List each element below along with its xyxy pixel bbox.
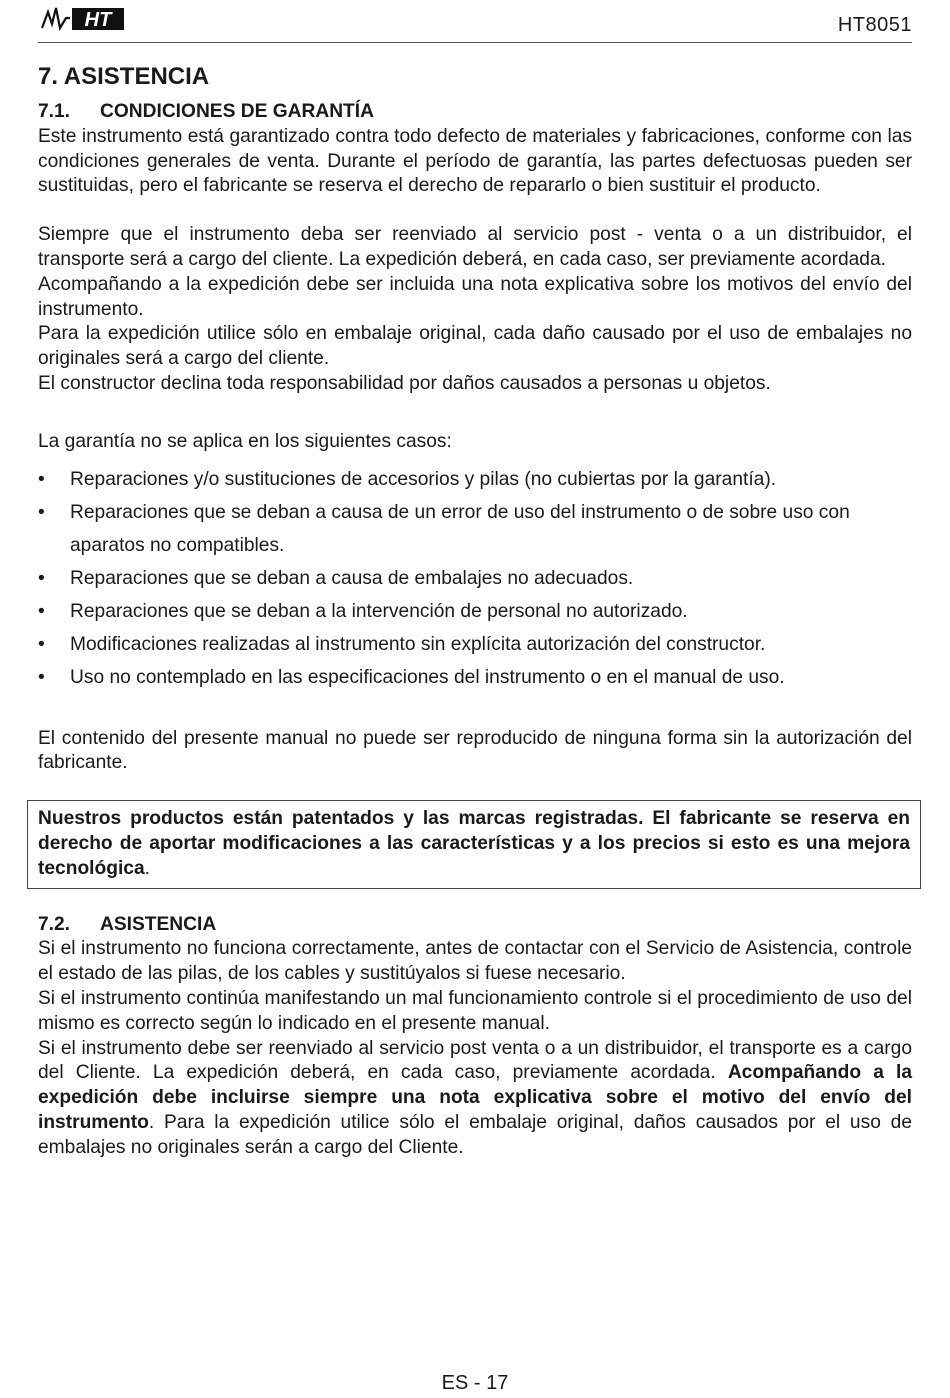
list-item: • Reparaciones que se deban a la intervención de personal no autorizado.	[38, 595, 912, 628]
subsection-title: ASISTENCIA	[100, 913, 217, 935]
warranty-paragraph-3: Acompañando a la expedición debe ser incluida una nota explicativa sobre los motivos del envío del instrumento.	[38, 273, 912, 320]
assistance-paragraph-3: Si el instrumento debe ser reenviado al servicio post venta o a un distribuidor, el transporte es a cargo del Cliente. La expedición deberá, en cada caso, previamente acordada. Acompañando a la expedición debe incluirse siempre una nota explicativa sobre el motivo del envío del instrumento. Para la expedición utilice sólo el embalaje original, daños causados por el uso de embalajes no originales serán a cargo del Cliente.	[38, 1037, 912, 1158]
section-title: 7. ASISTENCIA	[38, 63, 210, 90]
assistance-paragraph-2: Si el instrumento continúa manifestando un mal funcionamiento controle si el procedimiento de uso del mismo es correcto según lo indicado en el presente manual.	[38, 987, 912, 1034]
warranty-paragraph-2: Siempre que el instrumento deba ser reenviado al servicio post - venta o a un distribuidor, el transporte será a cargo del cliente. La expedición deberá, en cada caso, ser previamente acordada.	[38, 224, 912, 270]
list-item: • Reparaciones que se deban a causa de embalajes no adecuados.	[38, 562, 912, 595]
warranty-paragraph-1: Este instrumento está garantizado contra todo defecto de materiales y fabricaciones, conforme con las condiciones generales de venta. Durante el período de garantía, las partes defectuosas pueden ser sustituidas, pero el fabricante se reserva el derecho de repararlo o bien sustituir el producto.	[38, 125, 912, 197]
model-number: HT8051	[837, 14, 912, 36]
page-header	[38, 0, 912, 43]
subsection-title: CONDICIONES DE GARANTÍA	[100, 101, 374, 122]
exclusions-list	[38, 463, 912, 694]
subsection-7-1-heading	[38, 100, 912, 125]
list-item: • Uso no contemplado en las especificaciones del instrumento o en el manual de uso.	[38, 661, 912, 694]
assistance-paragraph-1: Si el instrumento no funciona correctamente, antes de contactar con el Servicio de Asistencia, controle el estado de las pilas, de los cables y sustitúyalos si fuese necesario.	[38, 938, 912, 985]
subsection-number: 7.2.	[38, 913, 71, 935]
bullet-icon: •	[38, 501, 45, 523]
page-content	[38, 62, 912, 1161]
subsection-number: 7.1.	[38, 101, 71, 122]
patent-notice-box: Nuestros productos están patentados y las marcas registradas. El fabricante se reserva en derecho de aportar modificaciones a las características y a los precios si esto es una mejora tecnológica.	[27, 800, 921, 888]
exclusions-intro: La garantía no se aplica en los siguientes casos:	[38, 430, 452, 452]
bullet-icon: •	[38, 600, 45, 622]
list-item: • Reparaciones que se deban a causa de un error de uso del instrumento o de sobre uso con aparatos no compatibles.	[38, 496, 912, 562]
warranty-paragraph-5: El constructor declina toda responsabilidad por daños causados a personas u objetos.	[38, 372, 771, 394]
bullet-icon: •	[38, 633, 45, 655]
copyright-paragraph: El contenido del presente manual no puede ser reproducido de ninguna forma sin la autorización del fabricante.	[38, 727, 912, 774]
bullet-icon: •	[38, 567, 45, 589]
brand-text: HT	[84, 9, 112, 31]
page-number: ES - 17	[441, 1372, 509, 1394]
warranty-paragraph-4: Para la expedición utilice sólo en embalaje original, cada daño causado por el uso de embalajes no originales será a cargo del cliente.	[38, 323, 912, 370]
patent-notice-text: Nuestros productos están patentados y las marcas registradas. El fabricante se reserva en derecho de aportar modificaciones a las características y a los precios si esto es una mejora tecnológica	[38, 808, 910, 879]
subsection-7-2-heading	[38, 913, 912, 938]
list-item: • Reparaciones y/o sustituciones de accesorios y pilas (no cubiertas por la garantía).	[38, 463, 912, 496]
ht-logo	[38, 4, 128, 34]
bullet-icon: •	[38, 468, 45, 490]
list-item: • Modificaciones realizadas al instrumento sin explícita autorización del constructor.	[38, 628, 912, 661]
bullet-icon: •	[38, 666, 45, 688]
